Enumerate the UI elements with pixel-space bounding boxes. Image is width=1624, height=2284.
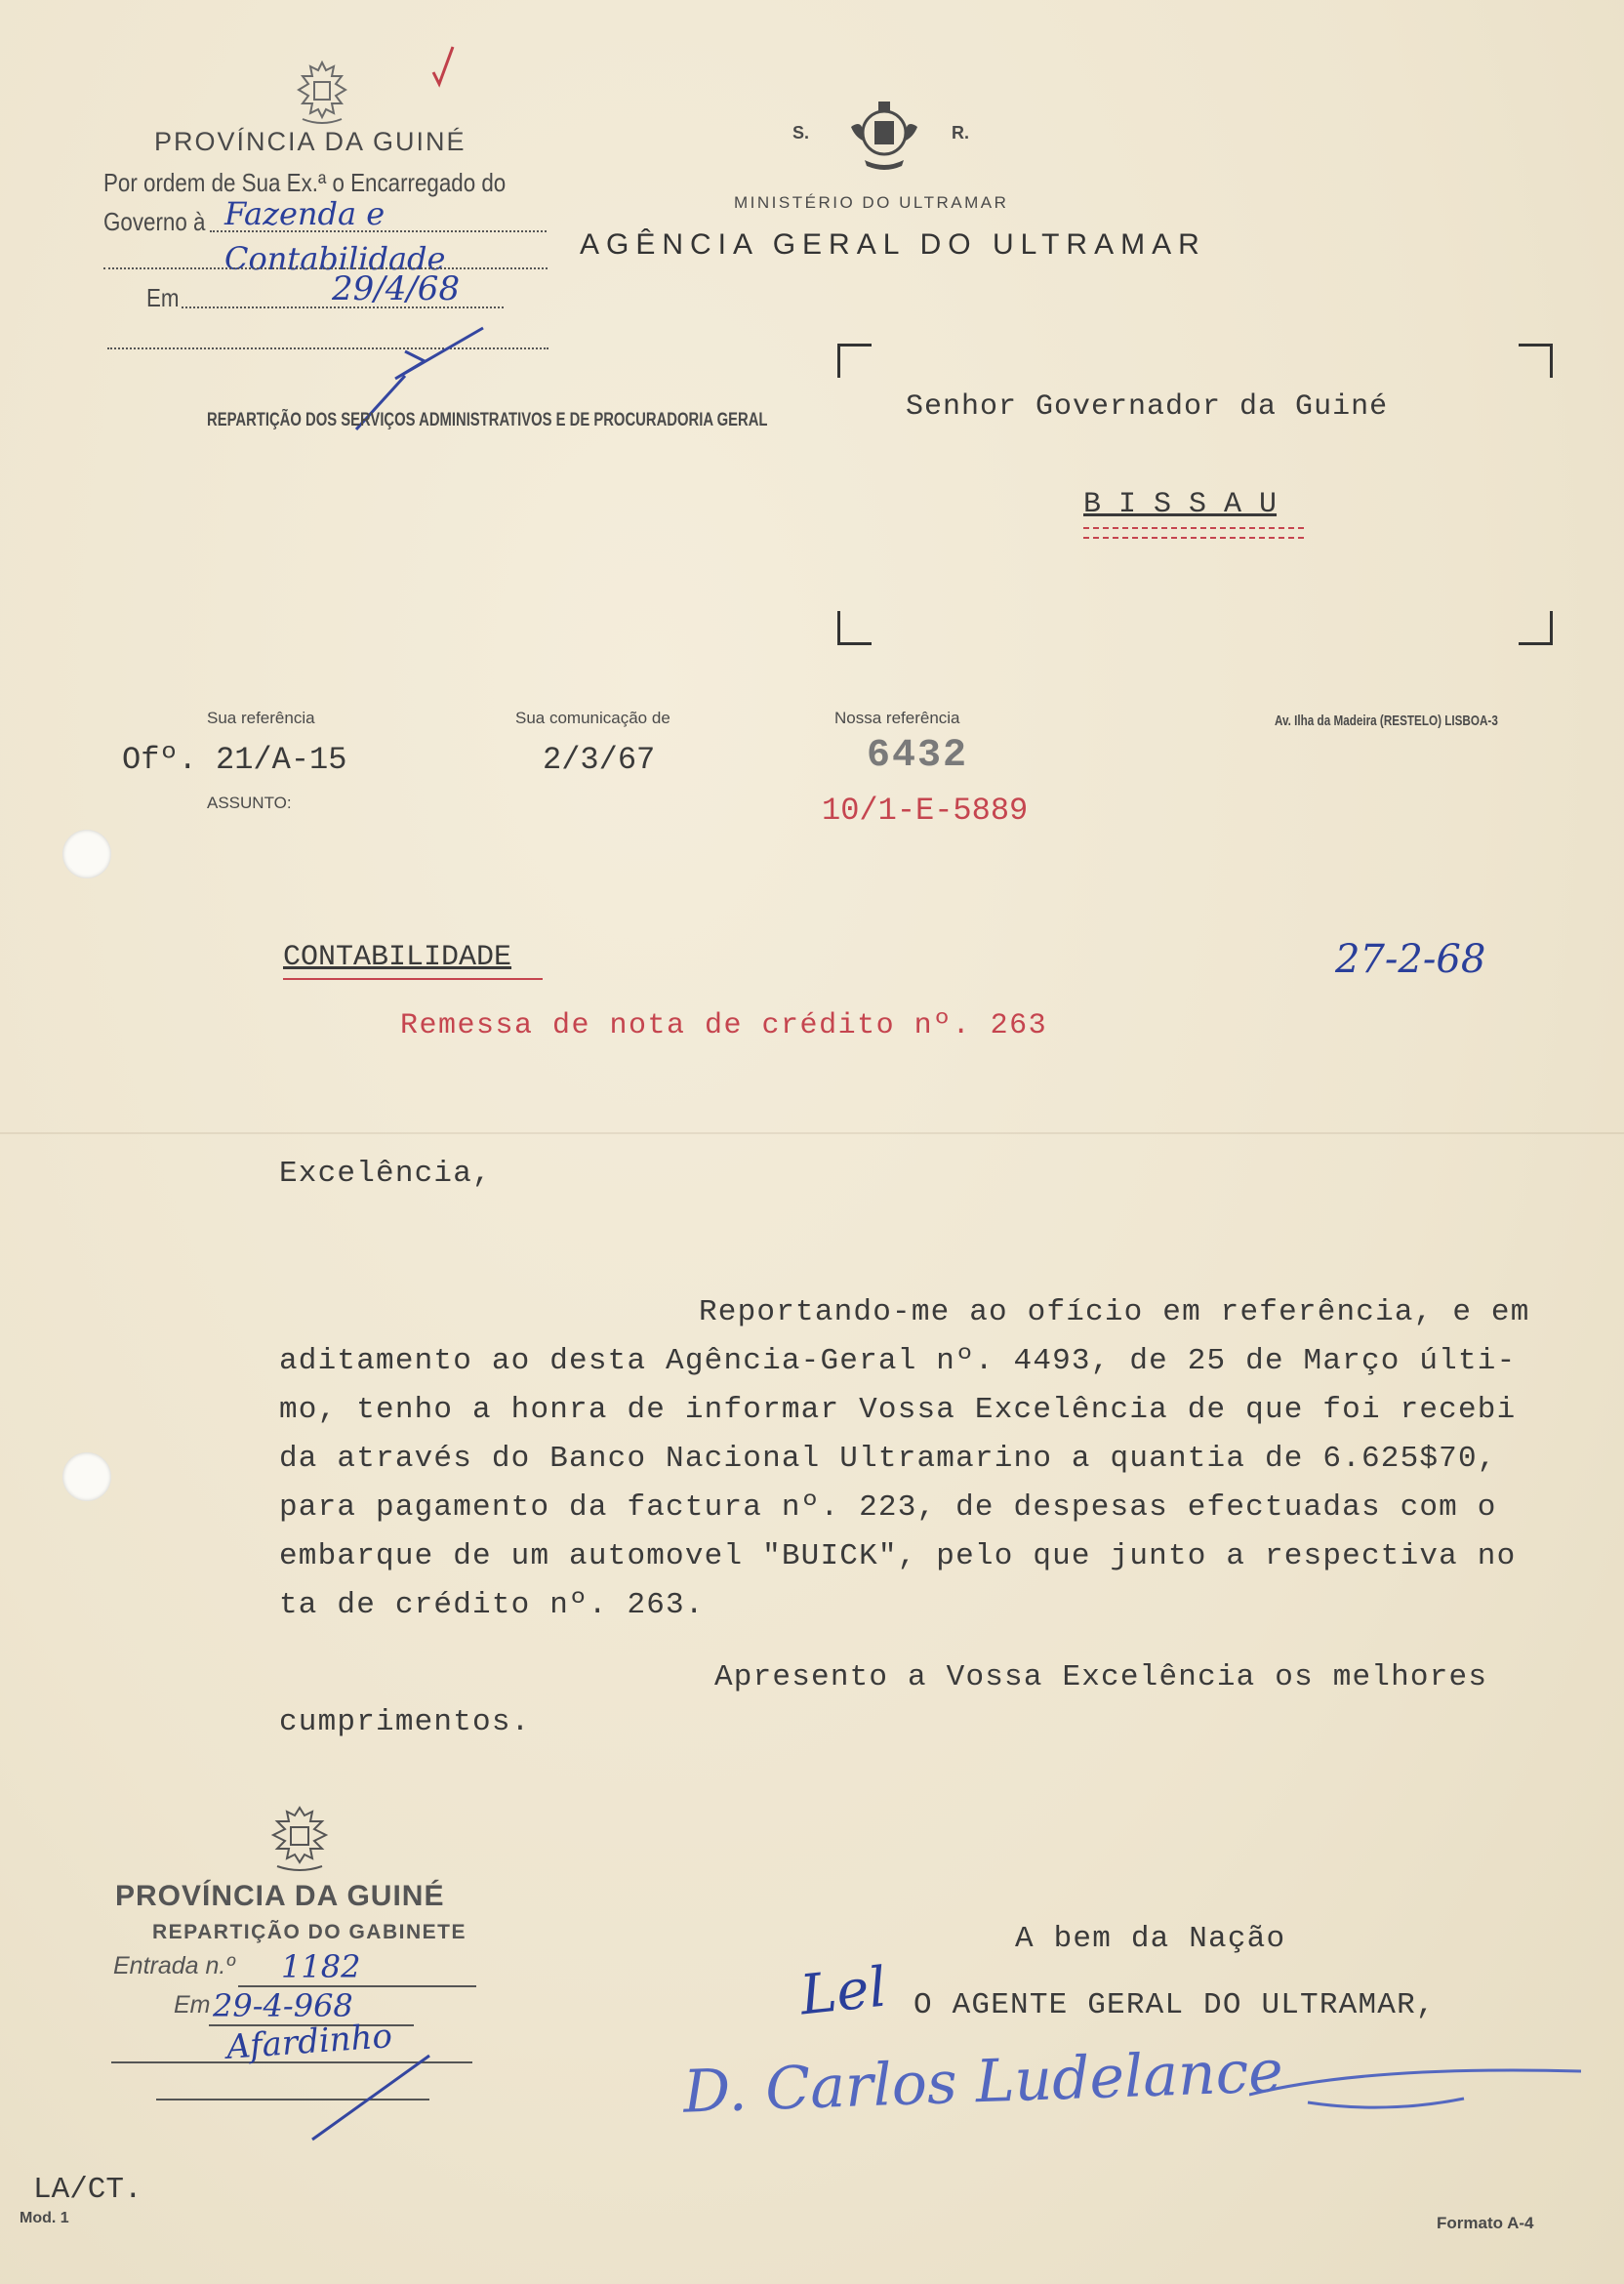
subject-line: Remessa de nota de crédito nº. 263	[400, 1009, 1048, 1042]
sua-comunicacao-label: Sua comunicação de	[515, 709, 670, 727]
window-corner-tl	[837, 344, 872, 378]
body-line-7: ta de crédito nº. 263.	[279, 1588, 705, 1622]
agent-title: O AGENTE GERAL DO ULTRAMAR,	[914, 1988, 1436, 2022]
footer-mod: Mod. 1	[20, 2210, 69, 2226]
subject-underline	[283, 978, 543, 980]
entrada-handwriting: 1182	[281, 1948, 361, 1985]
stamp-order-line: Por ordem de Sua Ex.ª o Encarregado do	[103, 168, 507, 197]
city-double-underline	[1083, 527, 1304, 539]
body-line-3: mo, tenho a honra de informar Vossa Excelência de que foi recebi	[279, 1393, 1517, 1427]
footer-formato: Formato A-4	[1437, 2214, 1534, 2232]
closing-line-2: cumprimentos.	[279, 1705, 531, 1739]
addressee-city: B I S S A U	[1083, 488, 1278, 521]
sua-comunicacao-value: 2/3/67	[543, 742, 656, 778]
agency-title: AGÊNCIA GERAL DO ULTRAMAR	[580, 228, 1206, 261]
body-line-6: embarque de um automovel "BUICK", pelo que junto a respectiva no	[279, 1539, 1517, 1573]
sua-referencia-label: Sua referência	[207, 709, 315, 727]
window-corner-tr	[1519, 344, 1553, 378]
stamp-em-handwriting: 29/4/68	[332, 269, 461, 308]
header-s-letter: S.	[792, 123, 810, 143]
closing-line-1: Apresento a Vossa Excelência os melhores	[714, 1660, 1488, 1694]
window-corner-bl	[837, 611, 872, 645]
crest-icon	[256, 1802, 344, 1879]
nossa-referencia-label: Nossa referência	[834, 709, 960, 727]
bottom-em-label: Em	[174, 1991, 211, 2019]
nossa-referencia-value: 10/1-E-5889	[822, 793, 1029, 829]
governo-line-2	[103, 267, 548, 269]
nossa-referencia-stamp: 6432	[867, 734, 969, 778]
body-line-1: Reportando-me ao ofício em referência, e em	[699, 1295, 1530, 1329]
stamp-province: PROVÍNCIA DA GUINÉ	[154, 127, 467, 156]
body-line-4: da através do Banco Nacional Ultramarino a quantia de 6.625$70,	[279, 1442, 1497, 1476]
body-line-2: aditamento ao desta Agência-Geral nº. 4493, de 25 de Março últi-	[279, 1344, 1517, 1378]
bottom-em-handwriting: 29-4-968	[213, 1987, 353, 2024]
bottom-stamp-province: PROVÍNCIA DA GUINÉ	[115, 1880, 445, 1912]
footer-ref: LA/CT.	[33, 2173, 142, 2207]
bottom-stamp-reparticao: REPARTIÇÃO DO GABINETE	[152, 1921, 467, 1943]
bottom-sig-handwriting: Afardinho	[224, 2017, 394, 2067]
coat-of-arms-icon	[845, 98, 923, 177]
fold-line	[0, 1132, 1624, 1134]
reparticao-heading: REPARTIÇÃO DOS SERVIÇOS ADMINISTRATIVOS E DE PROCURADORIA GERAL	[207, 410, 768, 430]
punch-hole	[62, 830, 111, 878]
punch-hole	[62, 1452, 111, 1501]
salutation: Excelência,	[279, 1157, 492, 1191]
check-mark	[429, 43, 459, 92]
header-r-letter: R.	[952, 123, 969, 143]
stamp-governo-handwriting: Fazenda e Contabilidade	[224, 195, 446, 277]
stamp-em-label: Em	[146, 283, 180, 312]
subject-hand-date: 27-2-68	[1335, 937, 1486, 982]
agency-address: Av. Ilha da Madeira (RESTELO) LISBOA-3	[1275, 713, 1498, 729]
body-line-5: para pagamento da factura nº. 223, de despesas efectuadas com o	[279, 1490, 1497, 1525]
agent-signature: D. Carlos Ludelance	[681, 2037, 1284, 2127]
assunto-label: ASSUNTO:	[207, 794, 292, 812]
addressee-line: Senhor Governador da Guiné	[906, 390, 1389, 424]
stamp-scribble	[293, 2050, 449, 2152]
subject-heading: CONTABILIDADE	[283, 941, 512, 974]
sua-referencia-value: Ofº. 21/A-15	[122, 742, 347, 778]
signature-flourish	[1249, 2056, 1591, 2119]
stamp-governo-label: Governo à	[103, 207, 206, 236]
signature-initials: Lel	[796, 1955, 890, 2028]
bem-da-nacao: A bem da Nação	[1015, 1922, 1286, 1956]
ministry-label: MINISTÉRIO DO ULTRAMAR	[734, 193, 1009, 212]
entrada-label: Entrada n.º	[113, 1952, 235, 1979]
crest-icon	[283, 57, 361, 132]
window-corner-br	[1519, 611, 1553, 645]
